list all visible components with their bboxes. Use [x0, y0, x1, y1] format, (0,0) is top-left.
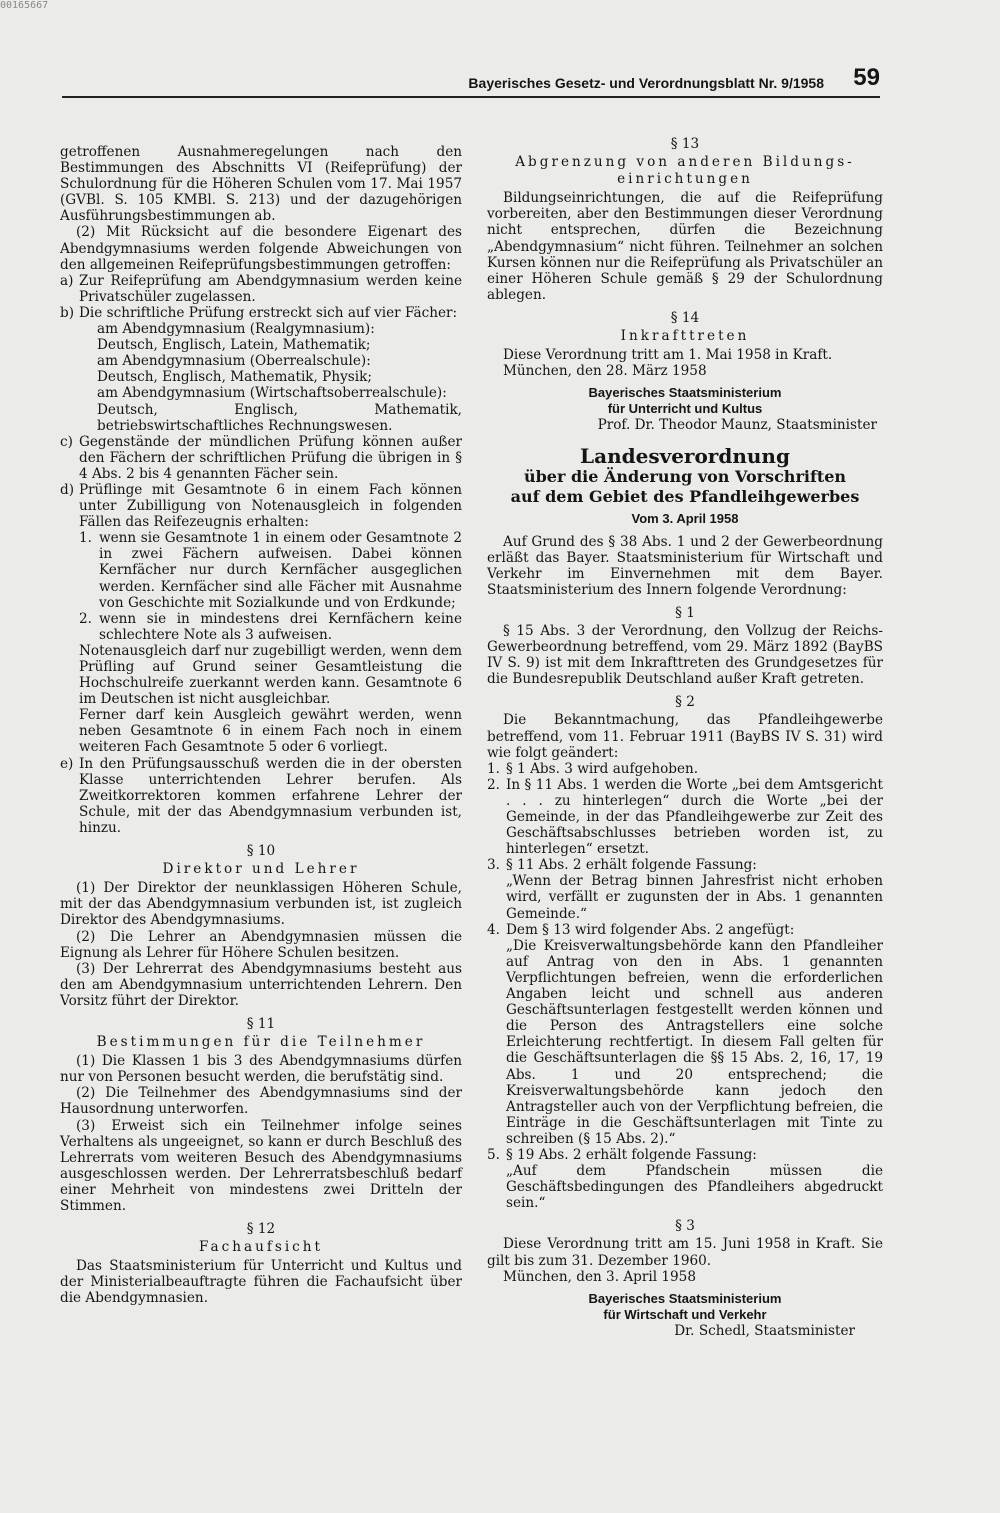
section-number: § 1: [675, 604, 695, 621]
subject-line: Deutsch, Englisch, Mathematik, Physik;: [97, 369, 372, 386]
paragraph: Das Staatsministerium für Unterricht und Kultus und der Ministerialbeauftragte führen die Fachaufsicht über die Abendgymnasien.: [60, 1258, 462, 1307]
list-text: § 19 Abs. 2 erhält folgende Fassung:: [506, 1146, 757, 1163]
paragraph: (2) Die Lehrer an Abendgymnasien müssen die Eignung als Lehrer für Höhere Schulen besitzen.: [60, 928, 462, 961]
list-text: § 1 Abs. 3 wird aufgehoben.: [506, 760, 699, 777]
ordinance-title: Landesverordnung: [580, 444, 790, 469]
paragraph: Die Bekanntmachung, das Pfandleihgewerbe betreffend, vom 11. Februar 1911 (BayBS IV S. 31) wird wie folgt geändert:: [487, 712, 883, 761]
signing-date: München, den 28. März 1958: [503, 363, 707, 380]
quoted-text: „Auf dem Pfandschein müssen die Geschäftsbedingungen des Pfandleihers abgedruckt sein.“: [506, 1163, 883, 1212]
list-marker: 5.: [487, 1146, 500, 1163]
section-number: § 14: [670, 309, 700, 326]
paragraph: (3) Erweist sich ein Teilnehmer infolge seines Verhaltens als ungeeignet, so kann er durch Beschluß des Lehrerrats vom weiteren Besuch des Abendgymnasiums ausgeschlossen werden. Der Lehrerratsbeschluß bedarf einer Mehrheit von mindestens zwei Dritteln der Stimmen.: [60, 1117, 462, 1214]
list-continuation: Ferner darf kein Ausgleich gewährt werden, wenn neben Gesamtnote 6 in einem Fach noch in einem weiteren Fach Gesamtnote 5 oder 6 vorliegt.: [79, 707, 462, 756]
section-number: § 13: [670, 136, 700, 152]
list-item: [60, 482, 462, 756]
subject-line: am Abendgymnasium (Wirtschaftsoberrealschule):: [97, 385, 447, 402]
section-number: § 11: [246, 1015, 276, 1032]
list-text: In den Prüfungsausschuß werden die in der obersten Klasse unterrichtenden Lehrer berufen. Als Zweitkorrektoren kommen erfahrene Lehrer der Schule, mit der das Abendgymnasium verbunden ist, hinzu.: [79, 755, 462, 836]
list-text: wenn sie Gesamtnote 1 in einem oder Gesamtnote 2 in zwei Fächern aufweisen. Dabei können Kernfächer nur durch Kernfächer ausgeglichen werden. Kernfächer sind alle Fächer mit Ausnahme von Geschichte mit Sozialkunde und von Erdkunde;: [99, 530, 462, 611]
list-item: [487, 1147, 883, 1211]
subject-line: Deutsch, Englisch, Latein, Mathematik;: [97, 337, 371, 354]
section-title: Fachaufsicht: [198, 1239, 324, 1256]
paragraph: getroffenen Ausnahmeregelungen nach den Bestimmungen des Abschnitts VI (Reifeprüfung) der Schulordnung für die Höheren Schulen vom 17. Mai 1957 (GVBl. S. 105 KMBl. S. 213) und der dazugehörigen Ausführungsbestimmungen ab.: [60, 144, 462, 225]
scan-id: 00165667: [0, 0, 49, 11]
ministry-name: für Wirtschaft und Verkehr: [603, 1306, 767, 1322]
ordinance-subtitle: auf dem Gebiet des Pfandleihgewerbes: [510, 487, 860, 507]
list-item: [487, 857, 883, 921]
paragraph: Bildungseinrichtungen, die auf die Reifeprüfung vorbereiten, aber den Bestimmungen dieser Verordnung nicht entsprechen, dürfen die Bezeichnung „Abendgymnasium“ nicht führen. Teilnehmer an solchen Kursen können nur die Reifeprüfung als Privatschüler an einer Höheren Schule gemäß § 29 der Schulordnung ablegen.: [487, 190, 883, 303]
list-text: Die schriftliche Prüfung erstreckt sich auf vier Fächer:: [79, 304, 458, 321]
list-text: Prüflinge mit Gesamtnote 6 in einem Fach können unter Zubilligung von Notenausgleich in folgenden Fällen das Reifezeugnis erhalten:: [79, 481, 462, 531]
list-text: In § 11 Abs. 1 werden die Worte „bei dem Amtsgericht . . . zu hinterlegen“ durch die Worte „bei der Gemeinde, in der das Pfandleihgewerbe zur Zeit des Geschäftsabschlusses betrieben worden ist, zu hinterlegen“ ersetzt.: [506, 776, 883, 858]
page-number: 59: [853, 64, 880, 91]
quoted-text: „Wenn der Betrag binnen Jahresfrist nicht erhoben wird, verfällt er zugunsten der in Abs. 1 genannten Gemeinde.“: [506, 873, 883, 922]
list-marker: 4.: [487, 921, 500, 938]
list-item: [60, 434, 462, 482]
paragraph: Diese Verordnung tritt am 15. Juni 1958 in Kraft. Sie gilt bis zum 31. Dezember 1960.: [487, 1236, 883, 1269]
list-marker: a): [60, 272, 74, 289]
list-marker: b): [60, 304, 75, 321]
list-marker: d): [60, 481, 75, 498]
list-marker: 2.: [79, 610, 92, 627]
paragraph: (2) Mit Rücksicht auf die besondere Eigenart des Abendgymnasiums werden folgende Abweichungen von den allgemeinen Reifeprüfungsbestimmungen getroffen:: [60, 224, 462, 273]
list-marker: 1.: [79, 530, 92, 547]
section-title: einrichtungen: [617, 171, 753, 188]
section-number: § 3: [675, 1218, 695, 1235]
section-number: § 12: [246, 1221, 276, 1238]
list-marker: 2.: [487, 776, 500, 793]
section-title: Bestimmungen für die Teilnehmer: [96, 1034, 426, 1051]
paragraph: (3) Der Lehrerrat des Abendgymnasiums besteht aus den am Abendgymnasium unterrichtenden Lehrern. Den Vorsitz führt der Direktor.: [60, 960, 462, 1009]
ministry-name: Bayerisches Staatsministerium: [588, 385, 782, 401]
left-column: [60, 144, 462, 1307]
list-marker: 1.: [487, 760, 500, 777]
list-item: [487, 777, 883, 857]
sub-list-item: [79, 611, 462, 643]
list-marker: c): [60, 433, 73, 450]
minister-signature: Prof. Dr. Theodor Maunz, Staatsminister: [597, 417, 877, 434]
list-item: [60, 273, 462, 305]
paragraph: Auf Grund des § 38 Abs. 1 und 2 der Gewerbeordnung erläßt das Bayer. Staatsministerium für Wirtschaft und Verkehr im Einvernehmen mit dem Bayer. Staatsministerium des Innern folgende Verordnung:: [487, 533, 883, 598]
paragraph: § 15 Abs. 3 der Verordnung, den Vollzug der Reichs-Gewerbeordnung betreffend, vom 29. März 1892 (BayBS IV S. 9) ist mit dem Inkrafttreten des Grundgesetzes für die Bundesrepublik Deutschland außer Kraft getreten.: [487, 622, 883, 688]
ministry-name: Bayerisches Staatsministerium: [588, 1290, 782, 1306]
list-text: Zur Reifeprüfung am Abendgymnasium werden keine Privatschüler zugelassen.: [79, 272, 462, 305]
sub-list-item: [79, 530, 462, 610]
list-continuation: Notenausgleich darf nur zugebilligt werden, wenn dem Prüfling auf Grund seiner Gesamtleistung die Hochschulreife zuerkannt werden kann. Gesamtnote 6 im Deutschen ist nicht ausgleichbar.: [79, 642, 462, 708]
page-header: [62, 64, 880, 92]
list-item: [487, 761, 883, 777]
publication-title: Bayerisches Gesetz- und Verordnungsblatt Nr. 9/1958: [468, 75, 824, 91]
list-item: [60, 305, 462, 434]
quoted-text: „Die Kreisverwaltungsbehörde kann den Pfandleiher auf Antrag von den in Abs. 1 genannten Verpflichtungen befreien, wenn die erforderlichen Angaben leicht und schnell aus anderen Geschäftsunterlagen festgestellt werden können und die Person des Antragstellers eine solche Erleichterung rechtfertigt. In diesem Fall gelten für die Geschäftsunterlagen die §§ 15 Abs. 2, 16, 17, 19 Abs. 1 und 20 entsprechend; die Kreisverwaltungsbehörde kann jedoch den Antragsteller auch von der Verpflichtung befreien, die Einträge in die Geschäftsunterlagen mit Tinte zu schreiben (§ 15 Abs. 2).“: [506, 937, 883, 1147]
header-rule: [62, 96, 880, 98]
section-title: Direktor und Lehrer: [162, 861, 360, 878]
ordinance-subtitle: über die Änderung von Vorschriften: [523, 467, 847, 487]
section-title: Inkrafttreten: [620, 328, 750, 345]
ministry-name: für Unterricht und Kultus: [607, 401, 763, 417]
signing-date: München, den 3. April 1958: [503, 1268, 696, 1285]
paragraph: (1) Der Direktor der neunklassigen Höheren Schule, mit der das Abendgymnasium verbunden ist, ist zugleich Direktor des Abendgymnasiums.: [60, 880, 462, 929]
list-text: § 11 Abs. 2 erhält folgende Fassung:: [506, 857, 757, 874]
ordinance-date: Vom 3. April 1958: [631, 511, 739, 527]
list-text: Gegenstände der mündlichen Prüfung können außer den Fächern der schriftlichen Prüfung die übrigen in § 4 Abs. 2 bis 4 genannten Fächer sein.: [79, 433, 462, 482]
list-marker: e): [60, 755, 74, 772]
minister-signature: Dr. Schedl, Staatsminister: [674, 1322, 855, 1339]
right-column: [487, 136, 883, 1339]
section-title: Abgrenzung von anderen Bildungs-: [515, 154, 855, 171]
subject-line: am Abendgymnasium (Oberrealschule):: [97, 353, 371, 370]
list-item: [60, 756, 462, 836]
paragraph: (2) Die Teilnehmer des Abendgymnasiums sind der Hausordnung unterworfen.: [60, 1085, 462, 1118]
subject-line: Deutsch, Englisch, Mathematik, betriebswirtschaftliches Rechnungswesen.: [97, 401, 462, 434]
subject-line: am Abendgymnasium (Realgymnasium):: [97, 321, 375, 338]
list-text: wenn sie in mindestens drei Kernfächern keine schlechtere Note als 3 aufweisen.: [99, 610, 462, 643]
list-text: Dem § 13 wird folgender Abs. 2 angefügt:: [506, 921, 795, 938]
paragraph: Diese Verordnung tritt am 1. Mai 1958 in Kraft.: [503, 347, 833, 364]
list-marker: 3.: [487, 857, 500, 874]
paragraph: (1) Die Klassen 1 bis 3 des Abendgymnasiums dürfen nur von Personen besucht werden, die berufstätig sind.: [60, 1053, 462, 1086]
list-item: [487, 922, 883, 1147]
section-number: § 2: [675, 694, 695, 711]
section-number: § 10: [246, 843, 276, 860]
